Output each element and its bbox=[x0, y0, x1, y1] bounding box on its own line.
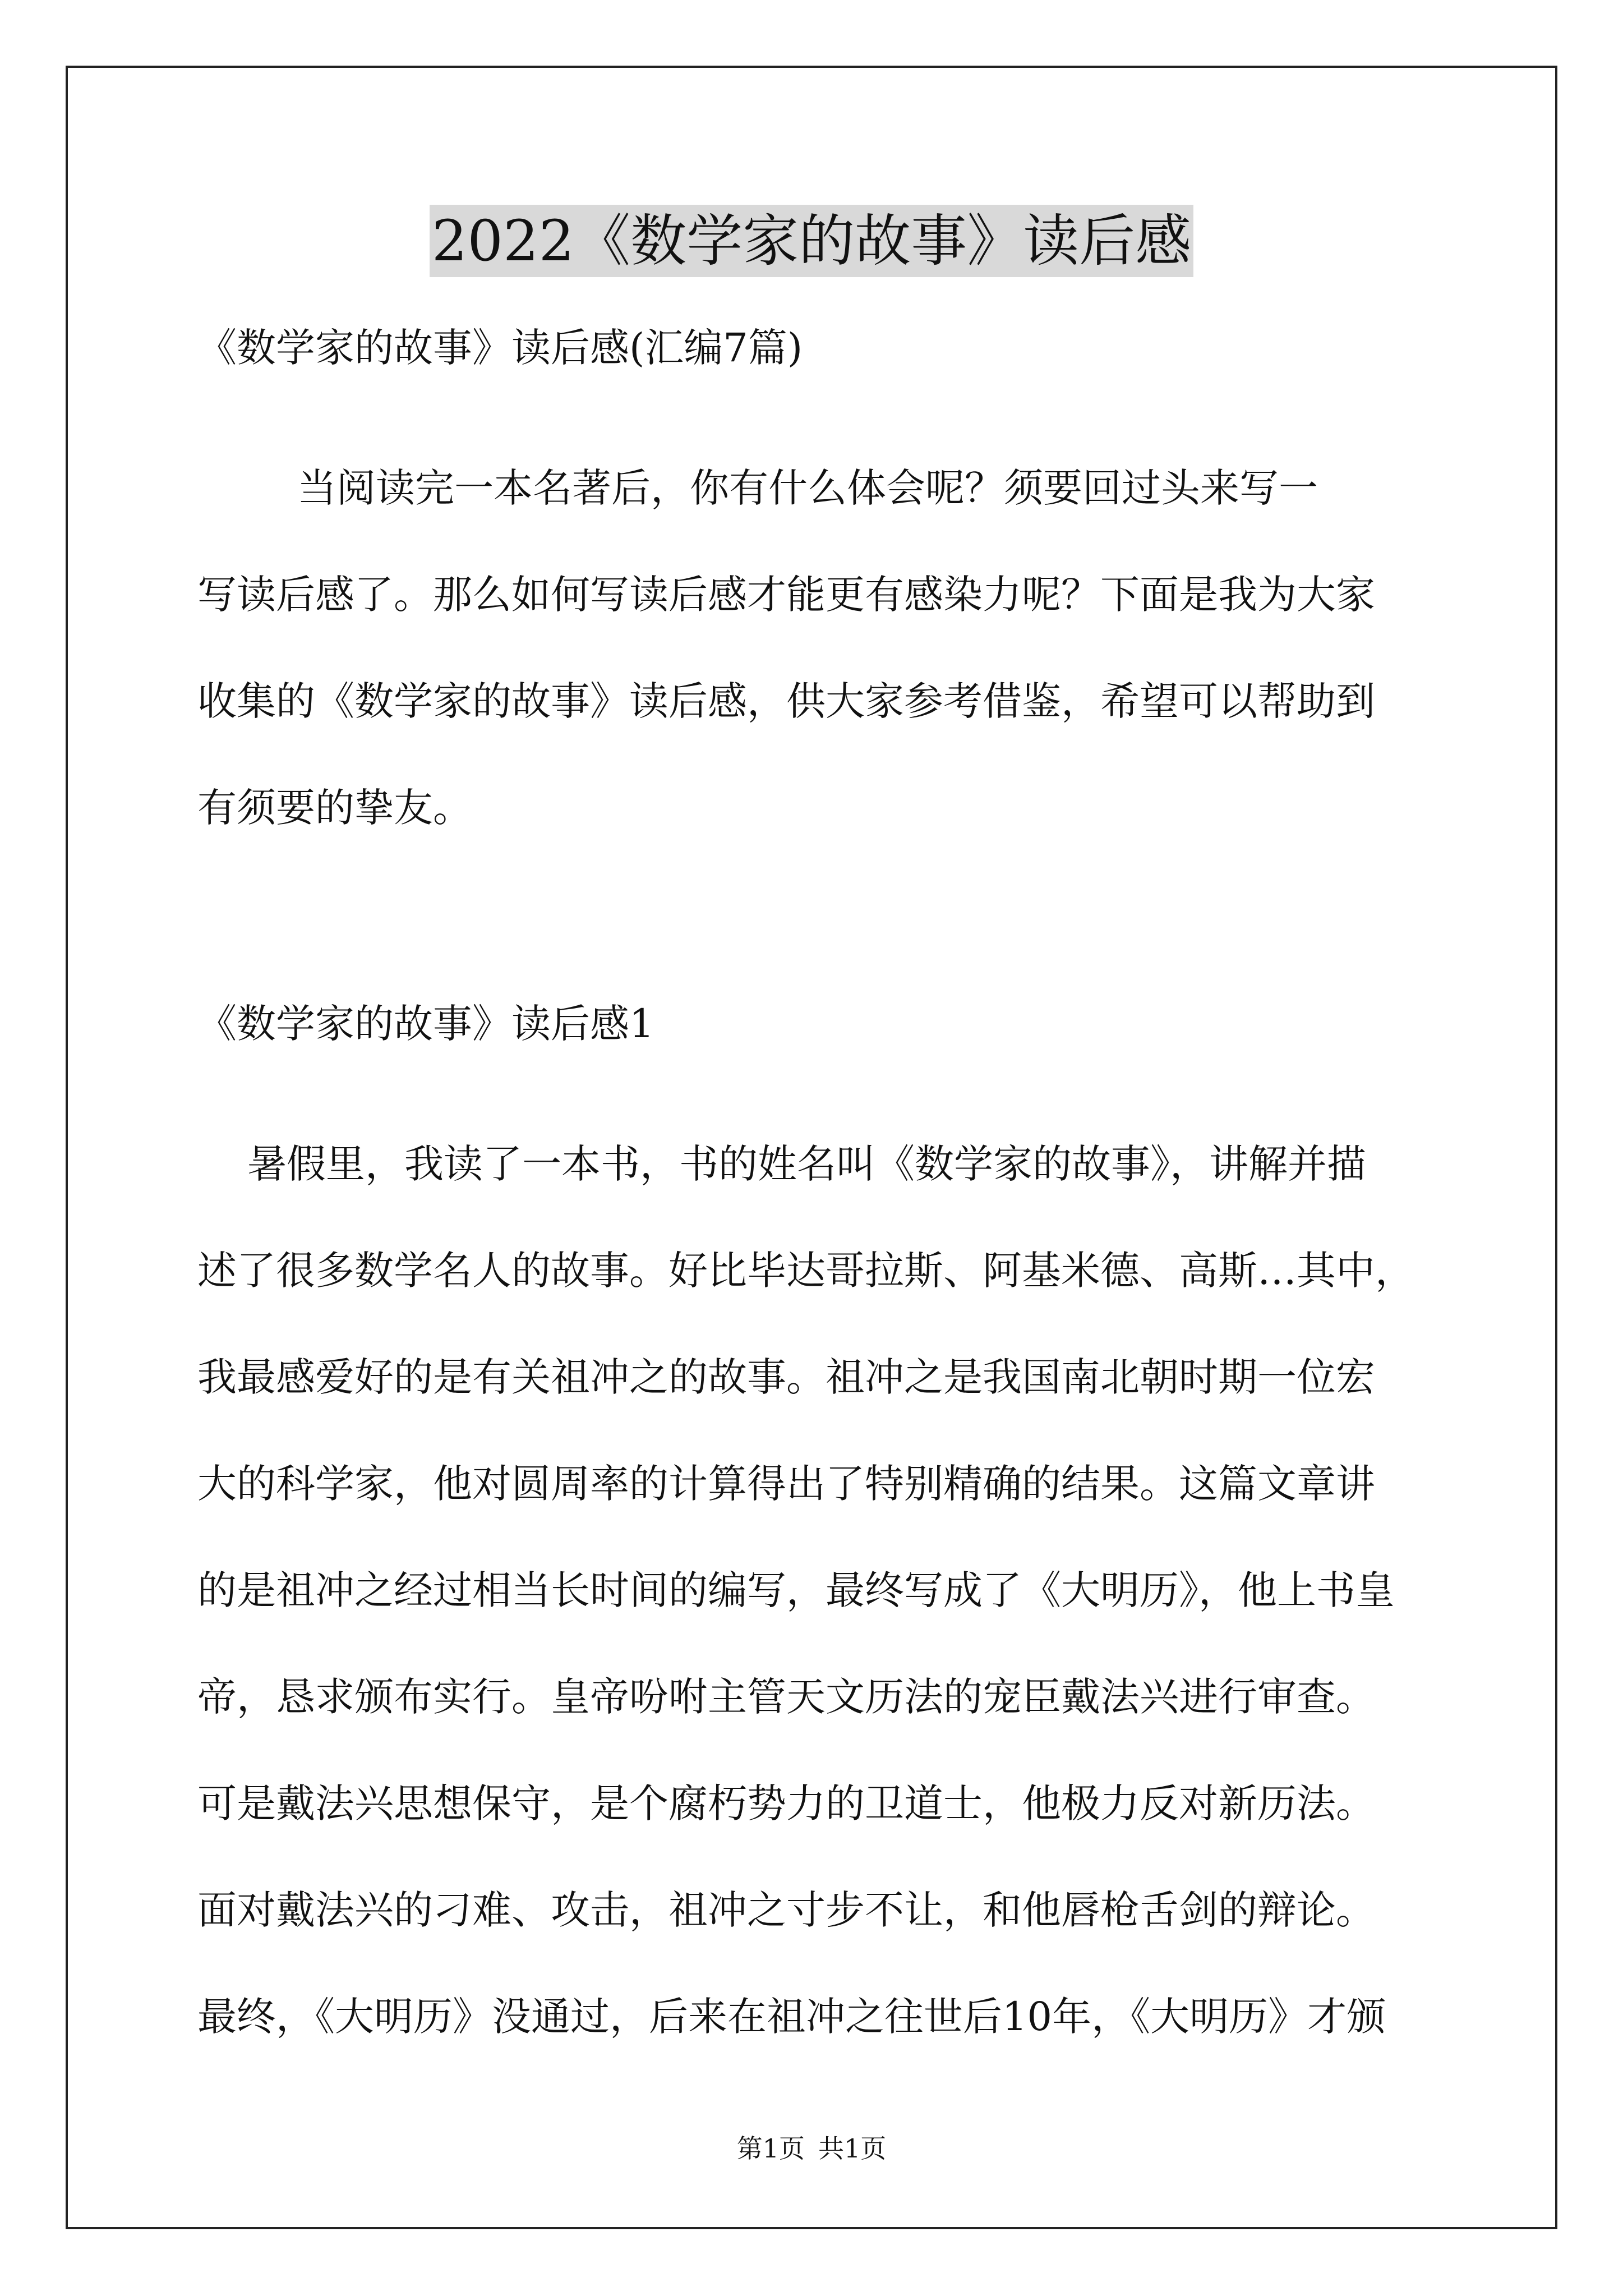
body-line-5: 的是祖冲之经过相当长时间的编写，最终写成了《大明历》，他上书皇 bbox=[197, 1567, 1395, 1613]
body-line-3: 我最感爱好的是有关祖冲之的故事。祖冲之是我国南北朝时期一位宏 bbox=[197, 1354, 1375, 1400]
section-heading: 《数学家的故事》读后感1 bbox=[197, 1001, 654, 1047]
body-line-8: 面对戴法兴的刁难、攻击，祖冲之寸步不让，和他唇枪舌剑的辩论。 bbox=[197, 1887, 1375, 1933]
intro-line-3: 收集的《数学家的故事》读后感，供大家参考借鉴，希望可以帮助到 bbox=[197, 678, 1375, 724]
body-line-7: 可是戴法兴思想保守，是个腐朽势力的卫道士，他极力反对新历法。 bbox=[197, 1780, 1375, 1826]
body-line-6: 帝，恳求颁布实行。皇帝吩咐主管天文历法的宠臣戴法兴进行审查。 bbox=[197, 1674, 1375, 1720]
page-footer bbox=[0, 2132, 1623, 2165]
document-title bbox=[0, 202, 1623, 280]
body-line-9: 最终，《大明历》没通过，后来在祖冲之往世后10年，《大明历》才颁 bbox=[197, 1994, 1386, 2040]
intro-line-2: 写读后感了。那么如何写读后感才能更有感染力呢？下面是我为大家 bbox=[197, 572, 1375, 618]
document-subtitle: 《数学家的故事》读后感(汇编7篇) bbox=[197, 325, 803, 371]
body-line-4: 大的科学家，他对圆周率的计算得出了特别精确的结果。这篇文章讲 bbox=[197, 1461, 1375, 1507]
title-text: 2022《数学家的故事》读后感 bbox=[430, 205, 1194, 277]
page-number: 第1页 bbox=[736, 2133, 805, 2164]
page-total: 共1页 bbox=[818, 2133, 887, 2164]
body-line-2: 述了很多数学名人的故事。好比毕达哥拉斯、阿基米德、高斯…其中， bbox=[197, 1248, 1414, 1294]
intro-line-4: 有须要的挚友。 bbox=[197, 785, 472, 831]
body-line-1: 暑假里，我读了一本书，书的姓名叫《数学家的故事》，讲解并描 bbox=[197, 1141, 1367, 1187]
intro-line-1: 当阅读完一本名著后，你有什么体会呢？须要回过头来写一 bbox=[197, 465, 1318, 511]
